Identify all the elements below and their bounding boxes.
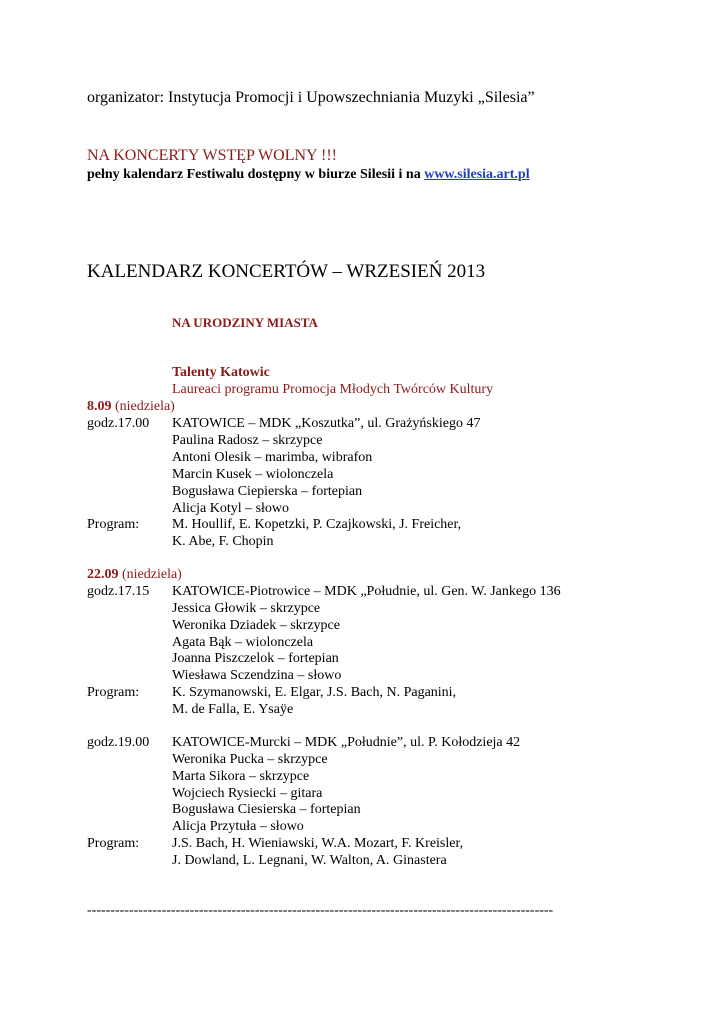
cycle-title: Talenty Katowic [172, 365, 270, 380]
performer: Wojciech Rysiecki – gitara [172, 786, 323, 801]
event-date: 22.09 [87, 567, 119, 582]
performer: Agata Bąk – wiolonczela [172, 635, 314, 650]
performer: Marcin Kusek – wiolonczela [172, 467, 334, 482]
performer: Bogusława Ciepierska – fortepian [172, 484, 363, 499]
performer: Bogusława Ciesierska – fortepian [172, 802, 361, 817]
performer: Weronika Pucka – skrzypce [172, 752, 328, 767]
event-time: godz.17.15 [87, 584, 150, 599]
performer: Antoni Olesik – marimba, wibrafon [172, 450, 373, 465]
event-time: godz.17.00 [87, 416, 150, 431]
event-2-date-line [87, 566, 182, 583]
dashed-divider: ---------------------------------------------------------------------------------------------------- [87, 903, 554, 918]
performer: Weronika Dziadek – skrzypce [172, 618, 340, 633]
calendar-note-line [87, 166, 530, 183]
performer: Alicja Przytuła – słowo [172, 819, 304, 834]
event-time: godz.19.00 [87, 735, 150, 750]
performer: Joanna Piszczelok – fortepian [172, 651, 339, 666]
free-entry-notice: NA KONCERTY WSTĘP WOLNY !!! [87, 147, 337, 164]
event-day: (niedziela) [118, 567, 182, 582]
performer: Marta Sikora – skrzypce [172, 769, 310, 784]
program-label: Program: [87, 517, 140, 532]
organizer-line: organizator: Instytucja Promocji i Upowszechniania Muzyki „Silesia” [87, 89, 535, 106]
event-venue: KATOWICE – MDK „Koszutka”, ul. Grażyńskiego 47 [172, 416, 481, 431]
program-line: J. Dowland, L. Legnani, W. Walton, A. Ginastera [172, 853, 447, 868]
section-title: NA URODZINY MIASTA [172, 315, 318, 330]
performer: Paulina Radosz – skrzypce [172, 433, 323, 448]
performer: Wiesława Sczendzina – słowo [172, 668, 342, 683]
program-line: M. de Falla, E. Ysaÿe [172, 702, 294, 717]
event-day: (niedziela) [111, 399, 175, 414]
program-line: M. Houllif, E. Kopetzki, P. Czajkowski, J. Freicher, [172, 517, 462, 532]
program-label: Program: [87, 836, 140, 851]
silesia-website-link[interactable]: www.silesia.art.pl [424, 167, 530, 182]
event-date: 8.09 [87, 399, 112, 414]
performer: Jessica Głowik – skrzypce [172, 601, 321, 616]
program-line: J.S. Bach, H. Wieniawski, W.A. Mozart, F. Kreisler, [172, 836, 464, 851]
event-venue: KATOWICE-Murcki – MDK „Południe”, ul. P. Kołodzieja 42 [172, 735, 521, 750]
program-label: Program: [87, 685, 140, 700]
program-line: K. Szymanowski, E. Elgar, J.S. Bach, N. Paganini, [172, 685, 457, 700]
performer: Alicja Kotyl – słowo [172, 501, 290, 516]
event-venue: KATOWICE-Piotrowice – MDK „Południe, ul. Gen. W. Jankego 136 [172, 584, 561, 599]
main-title: KALENDARZ KONCERTÓW – WRZESIEŃ 2013 [87, 261, 486, 282]
cycle-subtitle: Laureaci programu Promocja Młodych Twórców Kultury [172, 382, 494, 397]
program-line: K. Abe, F. Chopin [172, 534, 274, 549]
event-1-date-line [87, 398, 175, 415]
calendar-note-text: pełny kalendarz Festiwalu dostępny w biurze Silesii i na [87, 167, 421, 182]
